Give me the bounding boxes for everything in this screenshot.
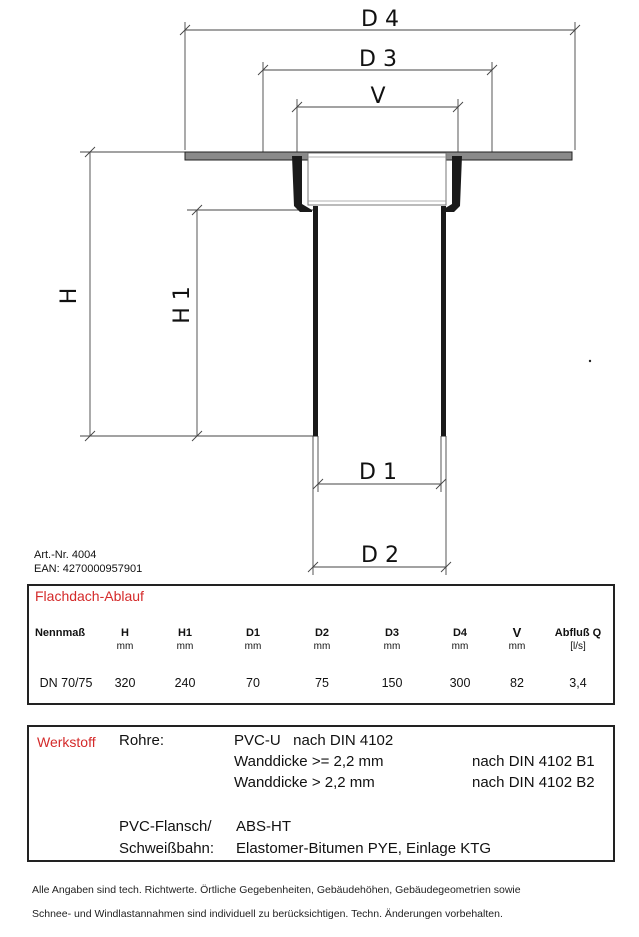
- wanddicke-2: Wanddicke > 2,2 mm: [234, 774, 375, 791]
- col-unit: mm: [176, 641, 194, 652]
- material-box: [27, 725, 615, 862]
- col-header-d2: [304, 626, 340, 653]
- label-v: V: [370, 84, 386, 109]
- col-unit: mm: [508, 641, 526, 652]
- col-value-h: 320: [114, 676, 136, 690]
- col-unit: mm: [451, 641, 469, 652]
- col-label: D4: [452, 627, 468, 639]
- col-value-abfluss: 3,4: [569, 676, 587, 690]
- col-label: H1: [177, 627, 193, 639]
- col-label: V: [512, 625, 522, 640]
- col-label: Abfluß Q: [554, 627, 602, 639]
- label-d1: D 1: [359, 460, 397, 485]
- col-unit: mm: [383, 641, 401, 652]
- col-value-d1: 70: [246, 676, 260, 690]
- footer-line-2: Schnee- und Windlastannahmen sind individuell zu berücksichtigen. Techn. Änderungen vorbehalten.: [32, 908, 503, 920]
- col-header-h: [107, 626, 143, 653]
- col-header-d1: [235, 626, 271, 653]
- col-value-d3: 150: [381, 676, 403, 690]
- col-label: Nennmaß: [34, 627, 86, 639]
- flansch-label: PVC-Flansch/: [119, 818, 212, 835]
- col-unit: [l/s]: [570, 641, 586, 652]
- col-unit: mm: [116, 641, 134, 652]
- wanddicke-1: Wanddicke >= 2,2 mm: [234, 753, 384, 770]
- col-header-d4: [442, 626, 478, 653]
- wanddicke-1-norm: nach DIN 4102 B1: [472, 753, 595, 770]
- material-label: Werkstoff: [37, 734, 96, 750]
- col-value-h1: 240: [174, 676, 196, 690]
- col-header-nennmass: [31, 626, 89, 640]
- col-header-abfluss: [547, 626, 609, 653]
- col-label: D2: [314, 627, 330, 639]
- wanddicke-2-norm: nach DIN 4102 B2: [472, 774, 595, 791]
- col-value-v: 82: [510, 676, 524, 690]
- col-value-d4: 300: [449, 676, 471, 690]
- schweiss-label: Schweißbahn:: [119, 840, 215, 857]
- article-number: Art.-Nr. 4004: [34, 549, 97, 561]
- label-h1: H 1: [170, 286, 195, 324]
- col-unit: mm: [313, 641, 331, 652]
- col-header-d3: [374, 626, 410, 653]
- spec-table: [27, 584, 615, 705]
- drain-body: [292, 153, 462, 436]
- flansch-value: ABS-HT: [236, 818, 292, 835]
- col-value-d2: 75: [315, 676, 329, 690]
- schweiss-value: Elastomer-Bitumen PYE, Einlage KTG: [236, 840, 492, 857]
- ean-code: EAN: 4270000957901: [34, 563, 143, 575]
- dimension-lines: [80, 22, 580, 575]
- rohre-material: PVC-U nach DIN 4102: [234, 732, 394, 749]
- spec-title: Flachdach-Ablauf: [35, 588, 144, 604]
- rohre-label: Rohre:: [119, 732, 165, 749]
- col-label: D3: [384, 627, 400, 639]
- col-header-v: [499, 626, 535, 653]
- col-label: D1: [245, 627, 261, 639]
- footer-line-1: Alle Angaben sind tech. Richtwerte. Örtliche Gegebenheiten, Gebäudehöhen, Gebäudegeometrien sowie: [32, 884, 521, 896]
- col-header-h1: [167, 626, 203, 653]
- label-d3: D 3: [359, 47, 397, 72]
- label-d4: D 4: [361, 7, 399, 32]
- label-d2: D 2: [361, 543, 399, 568]
- col-value-nennmass: DN 70/75: [39, 676, 93, 690]
- col-label: H: [121, 627, 129, 639]
- label-h: H: [57, 287, 82, 305]
- col-unit: mm: [244, 641, 262, 652]
